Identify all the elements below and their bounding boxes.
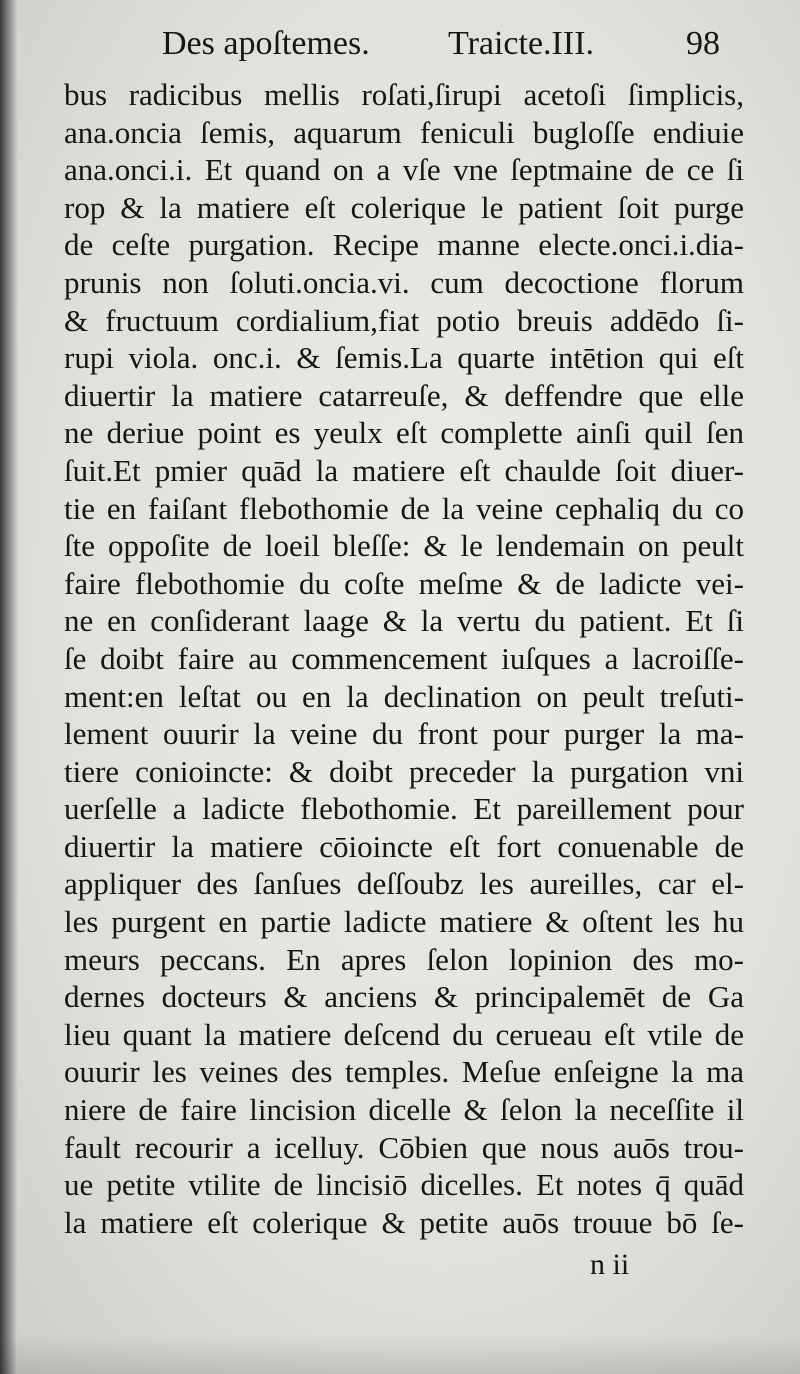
text-line: ne en conſiderant laage & la vertu du patient. Et ſi bbox=[64, 603, 744, 639]
signature-mark: n ii bbox=[590, 1248, 630, 1281]
text-line: meurs peccans. En apres ſelon lopinion des mo- bbox=[64, 941, 744, 977]
text-line: diuertir la matiere cōioincte eſt fort conuenable de bbox=[64, 828, 744, 864]
text-line: ſe doibt faire au commencement iuſques a lacroiſſe- bbox=[64, 640, 744, 676]
text-line: & fructuum cordialium,fiat potio breuis addēdo ſi- bbox=[64, 302, 744, 338]
header-title: Des apoſtemes. bbox=[162, 25, 370, 62]
text-line: ſte oppoſite de loeil bleſſe: & le lendemain on peult bbox=[64, 528, 744, 564]
text-line: fault recourir a icelluy. Cōbien que nous auōs trou- bbox=[64, 1129, 744, 1165]
text-line: ouurir les veines des temples. Meſue enſeigne la ma bbox=[64, 1054, 744, 1090]
page-gutter-shadow bbox=[0, 0, 18, 1374]
text-line: tie en faiſant flebothomie de la veine cephaliq du co bbox=[64, 490, 744, 526]
text-line: bus radicibus mellis roſati,ſirupi acetoſi ſimplicis, bbox=[64, 77, 744, 112]
text-line: tiere conioincte: & doibt preceder la purgation vni bbox=[64, 753, 744, 789]
page-bottom-shadow bbox=[0, 1334, 800, 1374]
text-line: ue petite vtilite de lincisiō dicelles. Et notes q̄ quād bbox=[64, 1167, 744, 1203]
text-line: de ceſte purgation. Recipe manne electe.onci.i.dia- bbox=[64, 227, 744, 263]
text-line: uerſelle a ladicte flebothomie. Et pareillement pour bbox=[64, 791, 744, 827]
text-line: ment:en leſtat ou en la declination on peult treſuti- bbox=[64, 678, 744, 714]
text-line: appliquer des ſanſues deſſoubz les aureilles, car el- bbox=[64, 866, 744, 902]
text-line: prunis non ſoluti.oncia.vi. cum decoctione florum bbox=[64, 264, 744, 300]
body-text bbox=[64, 76, 744, 1241]
text-line: ana.onci.i. Et quand on a vſe vne ſeptmaine de ce ſi bbox=[64, 152, 744, 188]
text-line: ana.oncia ſemis, aquarum feniculi bugloſſe endiuie bbox=[64, 114, 744, 150]
text-line: lement ouurir la veine du front pour purger la ma- bbox=[64, 716, 744, 752]
header-section: Traicte.III. bbox=[448, 25, 595, 62]
text-line: la matiere eſt colerique & petite auōs trouue bō ſe- bbox=[64, 1204, 744, 1240]
text-line: faire flebothomie du coſte meſme & de ladicte vei- bbox=[64, 565, 744, 601]
running-header bbox=[150, 22, 720, 66]
text-line: niere de faire lincision dicelle & ſelon la neceſſite il bbox=[64, 1092, 744, 1128]
text-line: rop & la matiere eſt colerique le patient ſoit purge bbox=[64, 189, 744, 225]
text-line: rupi viola. onc.i. & ſemis.La quarte intētion qui eſt bbox=[64, 340, 744, 376]
text-line: les purgent en partie ladicte matiere & oſtent les hu bbox=[64, 904, 744, 940]
text-line: dernes docteurs & anciens & principalemēt de Ga bbox=[64, 979, 744, 1015]
text-line: lieu quant la matiere deſcend du cerueau eſt vtile de bbox=[64, 1016, 744, 1052]
text-line: diuertir la matiere catarreuſe, & deffendre que elle bbox=[64, 377, 744, 413]
page-number: 98 bbox=[686, 25, 720, 62]
text-line: ſuit.Et pmier quād la matiere eſt chaulde ſoit diuer- bbox=[64, 452, 744, 488]
text-line: ne deriue point es yeulx eſt complette ainſi quil ſen bbox=[64, 415, 744, 451]
